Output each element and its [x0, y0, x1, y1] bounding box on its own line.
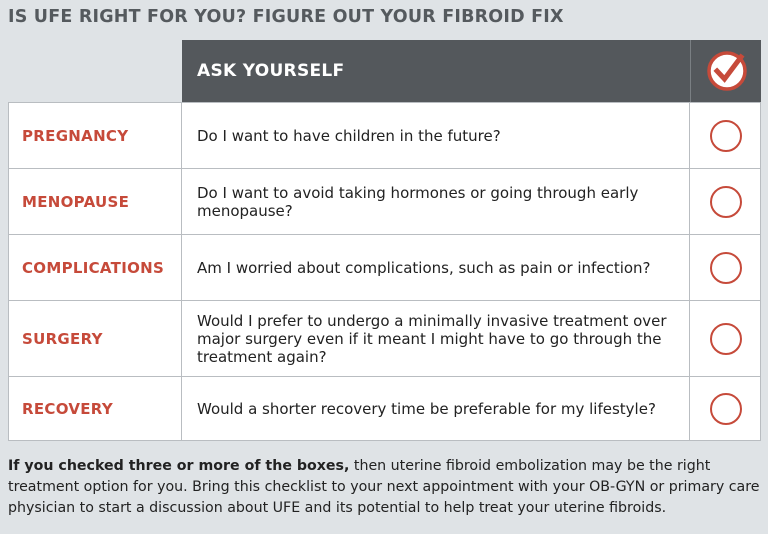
footer-bold-text: If you checked three or more of the boxes,	[8, 458, 350, 474]
checkbox-cell[interactable]	[690, 103, 761, 168]
checkbox-circle-icon[interactable]	[710, 393, 742, 425]
row-label-menopause: MENOPAUSE	[8, 169, 182, 234]
row-question: Would I prefer to undergo a minimally invasive treatment over major surgery even if it meant I might have to go through the treatment again?	[182, 301, 690, 376]
row-question: Would a shorter recovery time be preferable for my lifestyle?	[182, 377, 690, 441]
checkbox-circle-icon[interactable]	[710, 323, 742, 355]
checklist-table	[8, 40, 761, 441]
checked-circle-icon	[705, 49, 749, 93]
footer-note	[8, 456, 760, 519]
checkbox-circle-icon[interactable]	[710, 186, 742, 218]
table-header	[8, 40, 761, 102]
page-title: IS UFE RIGHT FOR YOU? FIGURE OUT YOUR FIBROID FIX	[8, 7, 564, 27]
checkbox-cell[interactable]	[690, 377, 761, 441]
checkbox-cell[interactable]	[690, 169, 761, 234]
table-row	[8, 168, 761, 234]
row-label-recovery: RECOVERY	[8, 377, 182, 441]
header-ask-cell	[182, 40, 690, 102]
row-label-surgery: SURGERY	[8, 301, 182, 376]
checkbox-circle-icon[interactable]	[710, 252, 742, 284]
checkbox-cell[interactable]	[690, 301, 761, 376]
table-row	[8, 376, 761, 441]
checkbox-circle-icon[interactable]	[710, 120, 742, 152]
header-blank-cell	[8, 40, 182, 102]
checkbox-cell[interactable]	[690, 235, 761, 300]
row-label-pregnancy: PREGNANCY	[8, 103, 182, 168]
row-label-complications: COMPLICATIONS	[8, 235, 182, 300]
row-question: Do I want to avoid taking hormones or going through early menopause?	[182, 169, 690, 234]
row-question: Am I worried about complications, such as pain or infection?	[182, 235, 690, 300]
ask-yourself-heading: ASK YOURSELF	[197, 61, 345, 81]
header-check-cell	[690, 40, 761, 102]
footer-body-text: then uterine fibroid embolization may be the right treatment option for you. Bring this checklist to your next appointment with your OB-GYN or primary care physician to start a discussion about UFE and its potential to help treat your uterine fibroids.	[8, 458, 760, 516]
table-row	[8, 234, 761, 300]
table-row	[8, 102, 761, 168]
row-question: Do I want to have children in the future?	[182, 103, 690, 168]
table-row	[8, 300, 761, 376]
